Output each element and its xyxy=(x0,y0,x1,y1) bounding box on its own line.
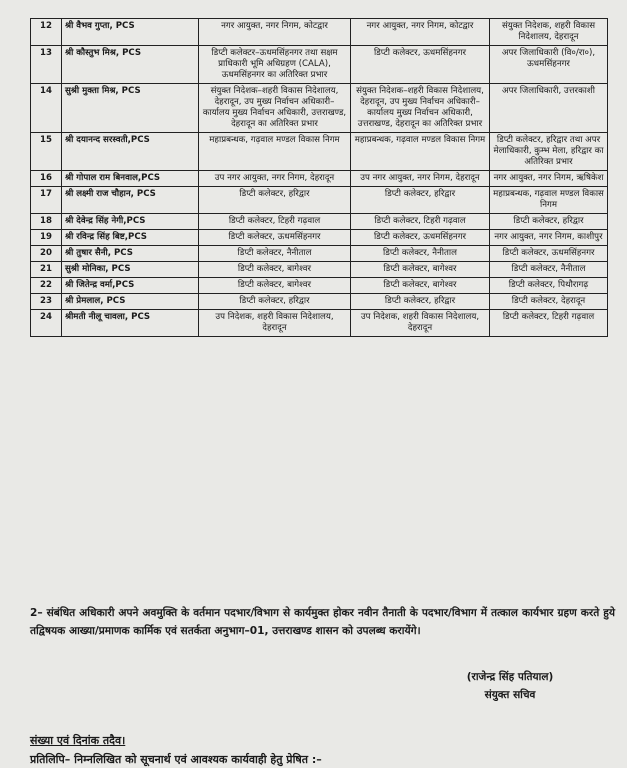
signature-block xyxy=(440,668,580,704)
copy-to-line: प्रतिलिपि– निम्नलिखित को सूचनार्थ एवं आवश्यक कार्यवाही हेतु प्रेषित :– xyxy=(30,753,322,766)
serial-number-cell: 24 xyxy=(31,310,62,337)
current-post-cell: उप नगर आयुक्त, नगर निगम, देहरादून xyxy=(199,171,351,187)
new-post-cell: नगर आयुक्त, नगर निगम, कोटद्वार xyxy=(351,19,490,46)
current-post-cell: डिप्टी कलेक्टर, नैनीताल xyxy=(199,246,351,262)
additional-charge-cell: नगर आयुक्त, नगर निगम, काशीपुर xyxy=(490,230,608,246)
new-post-cell: डिप्टी कलेक्टर, ऊधमसिंहनगर xyxy=(351,46,490,84)
transfer-table-body xyxy=(31,19,608,337)
current-post-cell: डिप्टी कलेक्टर, हरिद्वार xyxy=(199,294,351,310)
current-post-cell: संयुक्त निदेशक–शहरी विकास निदेशालय, देहरादून, उप मुख्य निर्वाचन अधिकारी–कार्यालय मुख्य निर्वाचन अधिकारी, उत्तराखण्ड, देहरादून का अतिरिक्त प्रभार xyxy=(199,84,351,133)
current-post-cell: डिप्टी कलेक्टर, ऊधमसिंहनगर xyxy=(199,230,351,246)
officer-name-cell: श्री दयानन्द सरस्वती,PCS xyxy=(62,133,199,171)
transfer-table xyxy=(30,18,608,337)
serial-number-cell: 17 xyxy=(31,187,62,214)
serial-number-cell: 12 xyxy=(31,19,62,46)
table-row xyxy=(31,262,608,278)
additional-charge-cell: अपर जिलाधिकारी (वि०/रा०), ऊधमसिंहनगर xyxy=(490,46,608,84)
officer-name-cell: श्री जितेन्द्र वर्मा,PCS xyxy=(62,278,199,294)
additional-charge-cell: डिप्टी कलेक्टर, ऊधमसिंहनगर xyxy=(490,246,608,262)
additional-charge-cell: डिप्टी कलेक्टर, हरिद्वार तथा अपर मेलाधिकारी, कुम्भ मेला, हरिद्वार का अतिरिक्त प्रभार xyxy=(490,133,608,171)
officer-name-cell: श्री गोपाल राम बिनवाल,PCS xyxy=(62,171,199,187)
serial-number-cell: 13 xyxy=(31,46,62,84)
new-post-cell: डिप्टी कलेक्टर, बागेश्वर xyxy=(351,278,490,294)
current-post-cell: उप निदेशक, शहरी विकास निदेशालय, देहरादून xyxy=(199,310,351,337)
additional-charge-cell: डिप्टी कलेक्टर, नैनीताल xyxy=(490,262,608,278)
reference-line: संख्या एवं दिनांक तदैव। xyxy=(30,734,126,747)
table-row xyxy=(31,187,608,214)
officer-name-cell: श्री तुषार सैनी, PCS xyxy=(62,246,199,262)
table-row xyxy=(31,246,608,262)
additional-charge-cell: डिप्टी कलेक्टर, देहरादून xyxy=(490,294,608,310)
officer-name-cell: सुश्री मोनिका, PCS xyxy=(62,262,199,278)
officer-name-cell: श्रीमती नीलू चावला, PCS xyxy=(62,310,199,337)
signatory-designation: संयुक्त सचिव xyxy=(484,689,536,701)
additional-charge-cell: डिप्टी कलेक्टर, पिथौरागढ़ xyxy=(490,278,608,294)
additional-charge-cell: नगर आयुक्त, नगर निगम, ऋषिकेश xyxy=(490,171,608,187)
table-row xyxy=(31,310,608,337)
serial-number-cell: 14 xyxy=(31,84,62,133)
current-post-cell: डिप्टी कलेक्टर, बागेश्वर xyxy=(199,262,351,278)
officer-name-cell: श्री प्रेमलाल, PCS xyxy=(62,294,199,310)
officer-name-cell: श्री लक्ष्मी राज चौहान, PCS xyxy=(62,187,199,214)
signatory-name: (राजेन्द्र सिंह पतियाल) xyxy=(466,671,554,683)
new-post-cell: महाप्रबन्धक, गढ़वाल मण्डल विकास निगम xyxy=(351,133,490,171)
table-row xyxy=(31,230,608,246)
current-post-cell: डिप्टी कलेक्टर, टिहरी गढ़वाल xyxy=(199,214,351,230)
new-post-cell: उप नगर आयुक्त, नगर निगम, देहरादून xyxy=(351,171,490,187)
new-post-cell: डिप्टी कलेक्टर, हरिद्वार xyxy=(351,187,490,214)
officer-name-cell: श्री देवेन्द्र सिंह नेगी,PCS xyxy=(62,214,199,230)
serial-number-cell: 16 xyxy=(31,171,62,187)
serial-number-cell: 15 xyxy=(31,133,62,171)
serial-number-cell: 21 xyxy=(31,262,62,278)
current-post-cell: डिप्टी कलेक्टर, बागेश्वर xyxy=(199,278,351,294)
serial-number-cell: 20 xyxy=(31,246,62,262)
new-post-cell: डिप्टी कलेक्टर, टिहरी गढ़वाल xyxy=(351,214,490,230)
new-post-cell: डिप्टी कलेक्टर, ऊधमसिंहनगर xyxy=(351,230,490,246)
officer-name-cell: श्री कौस्तुभ मिश्र, PCS xyxy=(62,46,199,84)
table-row xyxy=(31,294,608,310)
current-post-cell: डिप्टी कलेक्टर–ऊधमसिंहनगर तथा सक्षम प्राधिकारी भूमि अधिग्रहण (CALA), ऊधमसिंहनगर का अतिरिक्त प्रभार xyxy=(199,46,351,84)
current-post-cell: महाप्रबन्धक, गढ़वाल मण्डल विकास निगम xyxy=(199,133,351,171)
additional-charge-cell: संयुक्त निदेशक, शहरी विकास निदेशालय, देहरादून xyxy=(490,19,608,46)
serial-number-cell: 19 xyxy=(31,230,62,246)
additional-charge-cell: महाप्रबन्धक, गढ़वाल मण्डल विकास निगम xyxy=(490,187,608,214)
additional-charge-cell: डिप्टी कलेक्टर, हरिद्वार xyxy=(490,214,608,230)
officer-name-cell: श्री वैभव गुप्ता, PCS xyxy=(62,19,199,46)
instruction-paragraph: 2– संबंधित अधिकारी अपने अवमुक्ति के वर्तमान पदभार/विभाग से कार्यमुक्त होकर नवीन तैनाती के पदभार/विभाग में तत्काल कार्यभार ग्रहण करते हुये तद्विषयक आख्या/प्रमाणक कार्मिक एवं सतर्कता अनुभाग–01, उत्तराखण्ड शासन को उपलब्ध करायेंगे। xyxy=(30,607,615,637)
table-row xyxy=(31,46,608,84)
table-row xyxy=(31,171,608,187)
serial-number-cell: 23 xyxy=(31,294,62,310)
additional-charge-cell: डिप्टी कलेक्टर, टिहरी गढ़वाल xyxy=(490,310,608,337)
current-post-cell: डिप्टी कलेक्टर, हरिद्वार xyxy=(199,187,351,214)
officer-name-cell: श्री रविन्द्र सिंह बिष्ट,PCS xyxy=(62,230,199,246)
table-row xyxy=(31,84,608,133)
current-post-cell: नगर आयुक्त, नगर निगम, कोटद्वार xyxy=(199,19,351,46)
serial-number-cell: 18 xyxy=(31,214,62,230)
new-post-cell: डिप्टी कलेक्टर, बागेश्वर xyxy=(351,262,490,278)
new-post-cell: उप निदेशक, शहरी विकास निदेशालय, देहरादून xyxy=(351,310,490,337)
new-post-cell: डिप्टी कलेक्टर, हरिद्वार xyxy=(351,294,490,310)
table-row xyxy=(31,214,608,230)
new-post-cell: संयुक्त निदेशक–शहरी विकास निदेशालय, देहरादून, उप मुख्य निर्वाचन अधिकारी–कार्यालय मुख्य निर्वाचन अधिकारी, उत्तराखण्ड, देहरादून का अतिरिक्त प्रभार xyxy=(351,84,490,133)
serial-number-cell: 22 xyxy=(31,278,62,294)
table-row xyxy=(31,278,608,294)
table-row xyxy=(31,19,608,46)
table-row xyxy=(31,133,608,171)
officer-name-cell: सुश्री मुक्ता मिश्र, PCS xyxy=(62,84,199,133)
new-post-cell: डिप्टी कलेक्टर, नैनीताल xyxy=(351,246,490,262)
additional-charge-cell: अपर जिलाधिकारी, उत्तरकाशी xyxy=(490,84,608,133)
